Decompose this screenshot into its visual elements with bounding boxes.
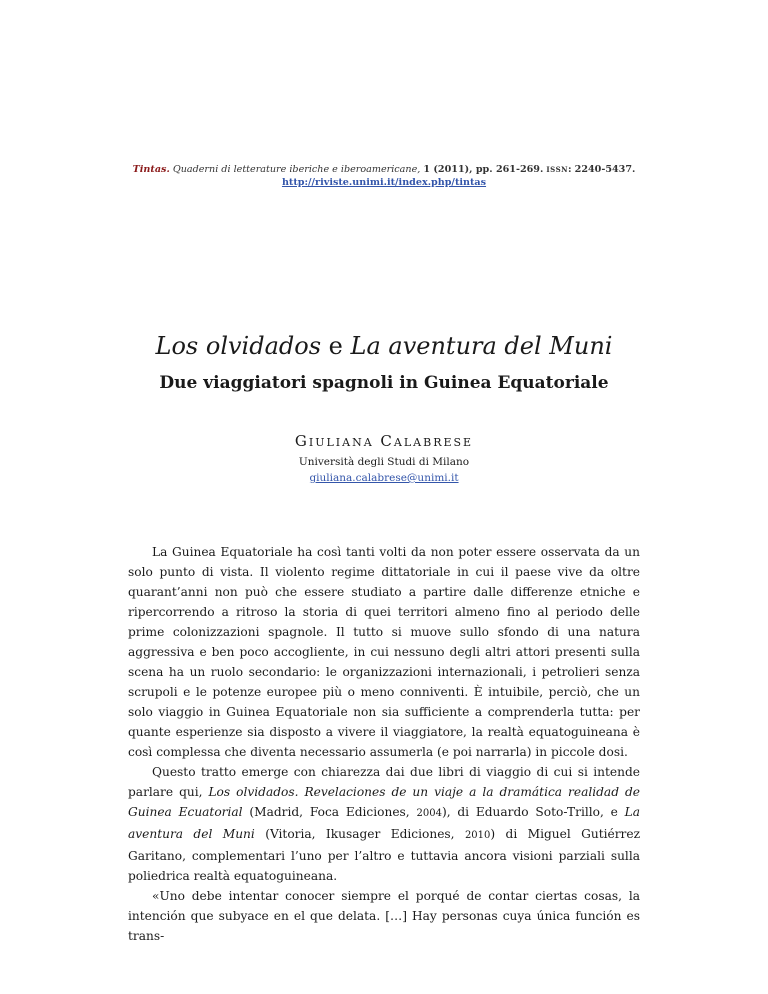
paragraph-3: «Uno debe intentar conocer siempre el porqué de contar ciertas cosas, la intención que subyace en el que delata. […] Hay personas cuya única función es trans- xyxy=(128,889,640,943)
author-name: Giuliana Calabrese xyxy=(294,432,474,450)
article-title xyxy=(0,330,768,362)
journal-header xyxy=(0,163,768,189)
author-affiliation-block xyxy=(0,454,768,486)
author-affiliation: Università degli Studi di Milano xyxy=(298,456,470,468)
book-title-aventura-del-muni: La aventura del Muni xyxy=(128,805,641,841)
title-book-2: La aventura del Muni xyxy=(350,332,613,360)
author-email-link[interactable]: giuliana.calabrese@unimi.it xyxy=(309,472,459,484)
journal-subtitle: Quaderni di letterature iberiche e iberoamericane, xyxy=(172,164,421,175)
issn-number: 2240-5437. xyxy=(574,164,636,175)
article-subtitle: Due viaggiatori spagnoli in Guinea Equatoriale xyxy=(159,373,609,393)
book-title-los-olvidados: Los olvidados. Revelaciones de un viaje a la dramática realidad de Guinea Ecuatorial xyxy=(128,785,640,819)
journal-name: Tintas xyxy=(132,164,167,175)
paragraph-2: Questo tratto emerge con chiarezza dai due libri di viaggio di cui si intende parlare qui, Los olvidados. Revelaciones de un viaje a la dramática realidad de Guinea Ecuatorial (Madrid, Foca Ediciones, 2004), di Eduardo Soto-Trillo, e La aventura del Muni (Vitoria, Ikusager Ediciones, 2010) di Miguel Gutiérrez Garitano, complementari l’uno per l’altro e tuttavia ancora visioni parziali sulla poliedrica realtà equatoguineana. xyxy=(128,765,641,883)
paragraph-1: La Guinea Equatoriale ha così tanti volti da non poter essere osservata da un solo punto di vista. Il violento regime dittatoriale in cui il paese vive da oltre quarant’anni non può che essere studiato a partire dalle differenze etniche e ripercorrendo a ritroso la storia di quei territori almeno fino al periodo delle prime colonizzazioni spagnole. Il tutto si muove sullo sfondo di una natura aggressiva e ben poco accogliente, in cui nessuno degli altri attori presenti sulla scena ha un ruolo secondario: le organizzazioni internazionali, i petrolieri senza scrupoli e le potenze europee più o meno conniventi. È intuibile, perciò, che un solo viaggio in Guinea Equatoriale non sia sufficiente a comprenderla tutta: per quante esperienze sia disposto a vivere il viaggiatore, la realtà equatoguineana è così complessa che diventa necessario assumerla (e poi narrarla) in piccole dosi. xyxy=(128,545,640,759)
title-conjunction: e xyxy=(328,332,343,360)
citation-line: Tintas. Quaderni di letterature iberiche e iberoamericane, 1 (2011), pp. 261-269. issn: 2240-5437. xyxy=(132,164,636,175)
volume-pages: 1 (2011), pp. 261-269. xyxy=(423,164,544,175)
issn-label: issn xyxy=(546,164,569,175)
journal-url-link[interactable]: http://riviste.unimi.it/index.php/tintas xyxy=(281,177,487,188)
article-body xyxy=(128,542,640,946)
title-book-1: Los olvidados xyxy=(155,332,322,360)
